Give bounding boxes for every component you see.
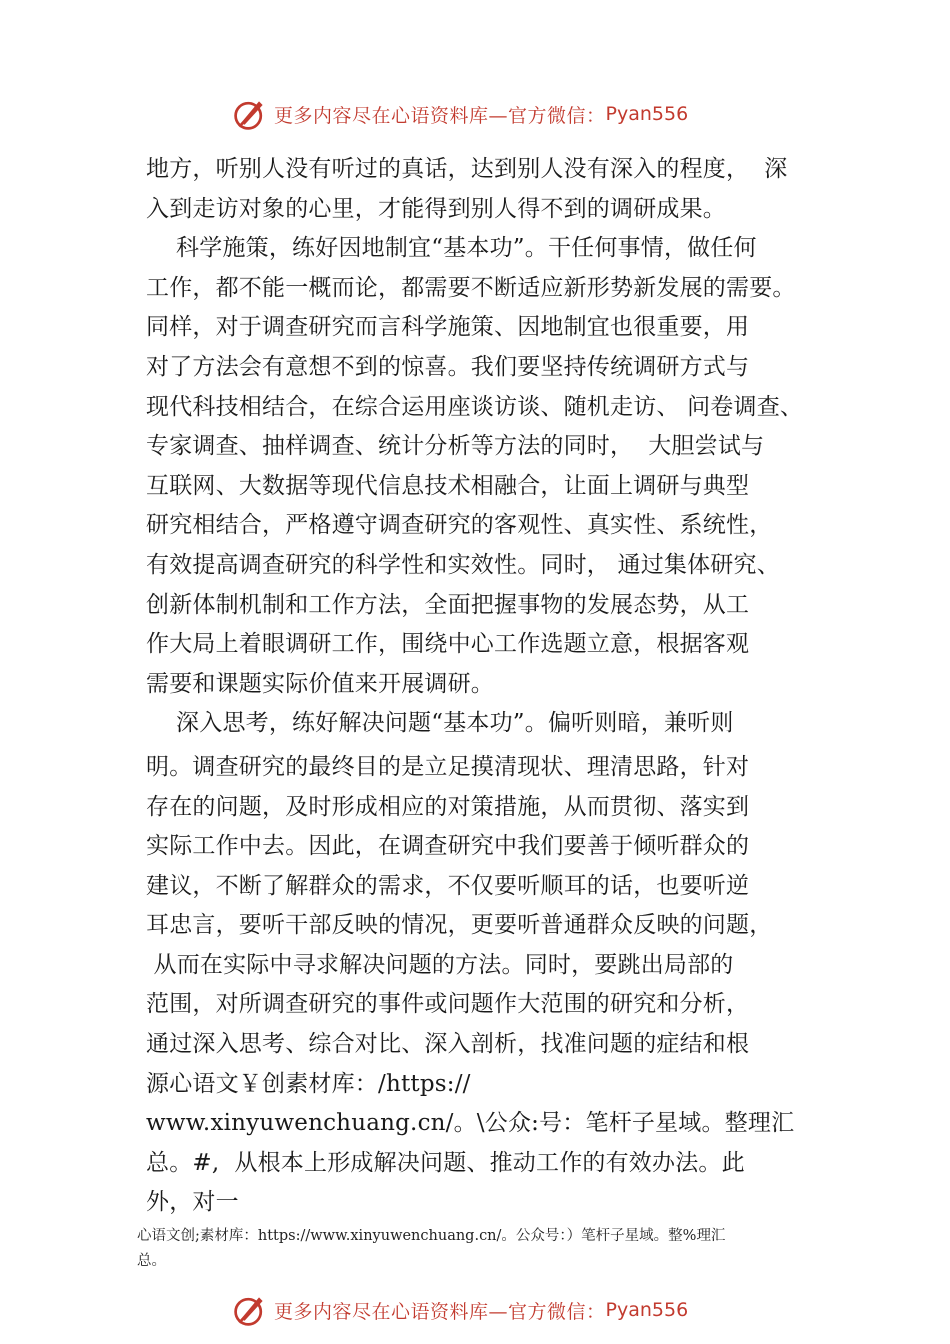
body-line: 专家调查、抽样调查、统计分析等方法的同时， 大胆尝试与	[146, 433, 765, 460]
body-line: 工作，都不能一概而论，都需要不断适应新形势新发展的需要。	[146, 274, 796, 301]
header-banner-handle: Pyan556	[605, 103, 689, 125]
footnote	[137, 1224, 837, 1274]
body-line: 存在的问题，及时形成相应的对策措施，从而贯彻、落实到	[146, 793, 750, 820]
body-line: 入到走访对象的心里，才能得到别人得不到的调研成果。	[146, 195, 726, 222]
header-banner-text: 更多内容尽在心语资料库—官方微信：	[274, 104, 606, 127]
body-line: 外，对一	[146, 1189, 239, 1216]
footer-banner	[232, 1290, 688, 1330]
body-line: 需要和课题实际价值来开展调研。	[146, 670, 494, 697]
body-line: 总。#, 从根本上形成解决问题、推动工作的有效办法。此	[146, 1149, 745, 1176]
body-line: 对了方法会有意想不到的惊喜。我们要坚持传统调研方式与	[146, 353, 750, 380]
body-line: 通过深入思考、综合对比、深入剖析，找准问题的症结和根	[146, 1031, 750, 1058]
body-line: 同样，对于调查研究而言科学施策、因地制宜也很重要，用	[146, 314, 750, 341]
document-body	[146, 150, 846, 1223]
footer-banner-handle: Pyan556	[605, 1299, 689, 1321]
footnote-line: 心语文创;素材库：https://www.xinyuwenchuang.cn/。公众号：）笔杆子星域。整%理汇	[137, 1228, 726, 1244]
body-line: 现代科技相结合，在综合运用座谈访谈、随机走访、 问卷调查、	[146, 393, 804, 420]
body-line: 互联网、大数据等现代信息技术相融合，让面上调研与典型	[146, 472, 750, 499]
quill-pen-logo-icon	[232, 96, 268, 132]
body-line: 创新体制机制和工作方法，全面把握事物的发展态势，从工	[146, 591, 750, 618]
footer-banner-text: 更多内容尽在心语资料库—官方微信：	[274, 1300, 606, 1323]
quill-pen-logo-icon	[232, 1292, 268, 1328]
body-line: 范围，对所调查研究的事件或问题作大范围的研究和分析，	[146, 991, 750, 1018]
footnote-line: 总。	[137, 1253, 166, 1269]
body-line: 建议，不断了解群众的需求，不仅要听顺耳的话，也要听逆	[146, 872, 750, 899]
body-line: 作大局上着眼调研工作，围绕中心工作选题立意，根据客观	[146, 631, 750, 658]
body-line: 研究相结合，严格遵守调查研究的客观性、真实性、系统性，	[146, 512, 773, 539]
body-line: 地方，听别人没有听过的真话，达到别人没有深入的程度， 深	[146, 156, 788, 182]
body-line: 实际工作中去。因此，在调查研究中我们要善于倾听群众的	[146, 833, 750, 860]
body-line: 耳忠言，要听干部反映的情况，更要听普通群众反映的问题，	[146, 912, 773, 939]
body-line: 明。调查研究的最终目的是立足摸清现状、理清思路，针对	[146, 753, 750, 780]
body-line: www.xinyuwenchuang.cn/。\公众:号：笔杆子星域。整理汇	[146, 1110, 795, 1137]
header-banner	[232, 94, 688, 134]
body-line: 深入思考，练好解决问题“基本功”。偏听则暗，兼听则	[146, 710, 734, 737]
body-line: 从而在实际中寻求解决问题的方法。同时，要跳出局部的	[146, 951, 734, 978]
body-line: 源心语文￥创素材库：/https://	[146, 1070, 471, 1097]
body-line: 有效提高调查研究的科学性和实效性。同时， 通过集体研究、	[146, 551, 780, 578]
body-line: 科学施策，练好因地制宜“基本功”。干任何事情，做任何	[146, 235, 757, 262]
